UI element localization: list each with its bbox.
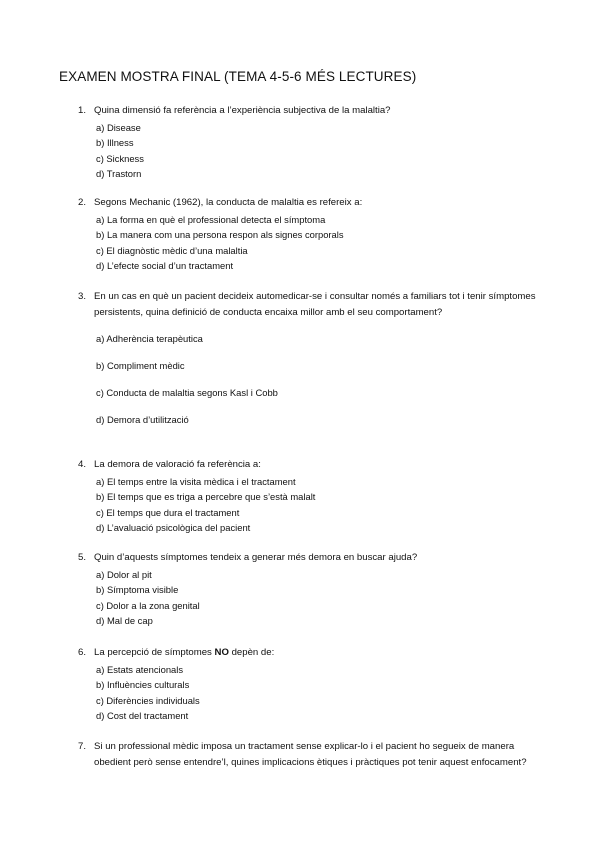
option-list: [96, 332, 548, 428]
question-number: 6.: [78, 647, 87, 658]
option-c: c) Diferències individuals: [96, 694, 200, 706]
option-a: a) Dolor al pit: [96, 568, 152, 580]
option-d: d) L’efecte social d’un tractament: [96, 260, 234, 272]
question-text: Segons Mechanic (1962), la conducta de malaltia es refereix a:: [94, 197, 363, 208]
question-2: [78, 195, 548, 273]
option-a: a) Estats atencionals: [96, 663, 184, 675]
question-7: [78, 739, 548, 771]
option-list: [96, 567, 548, 629]
option-d: d) Trastorn: [96, 168, 142, 180]
question-5: [78, 550, 548, 628]
option-b: b) Compliment mèdic: [96, 359, 185, 371]
question-4: [78, 457, 548, 535]
option-list: [96, 474, 548, 536]
emphasis-no: NO: [214, 647, 229, 658]
question-number: 2.: [78, 197, 87, 208]
option-b: b) Illness: [96, 137, 134, 149]
question-6: [78, 645, 548, 723]
option-a: a) La forma en què el professional detecta el símptoma: [96, 213, 326, 225]
question-number: 5.: [78, 552, 87, 563]
option-d: d) Mal de cap: [96, 615, 153, 627]
option-c: c) El diagnòstic mèdic d’una malaltia: [96, 244, 248, 256]
question-text: Quina dimensió fa referència a l’experiència subjectiva de la malaltia?: [94, 105, 391, 116]
option-d: d) Cost del tractament: [96, 710, 189, 722]
question-number: 4.: [78, 459, 87, 470]
option-a: a) Adherència terapèutica: [96, 332, 203, 344]
question-text: Si un professional mèdic imposa un tractament sense explicar-lo i el pacient ho segueix de manera obedient però sense entendre’l, quines implicacions ètiques i pràctiques pot tenir aquest enfocament?: [94, 741, 527, 768]
option-b: b) La manera com una persona respon als signes corporals: [96, 229, 344, 241]
option-list: [96, 212, 548, 274]
option-c: c) Conducta de malaltia segons Kasl i Cobb: [96, 386, 278, 398]
option-c: c) Dolor a la zona genital: [96, 599, 200, 611]
question-number: 1.: [78, 105, 87, 116]
question-text-start: La percepció de símptomes: [94, 647, 215, 658]
option-b: b) El temps que es triga a percebre que s’està malalt: [96, 491, 316, 503]
option-b: b) Símptoma visible: [96, 584, 179, 596]
question-text: Quin d’aquests símptomes tendeix a generar més demora en buscar ajuda?: [94, 552, 418, 563]
question-text-end: depèn de:: [228, 647, 275, 658]
option-a: a) El temps entre la visita mèdica i el tractament: [96, 475, 296, 487]
option-d: d) L’avaluació psicològica del pacient: [96, 522, 251, 534]
option-list: [96, 662, 548, 724]
exam-title: EXAMEN MOSTRA FINAL (TEMA 4-5-6 MÉS LECTURES): [59, 69, 417, 84]
question-3: [78, 289, 548, 440]
question-number: 3.: [78, 291, 87, 302]
question-number: 7.: [78, 741, 87, 752]
option-a: a) Disease: [96, 121, 141, 133]
option-c: c) El temps que dura el tractament: [96, 506, 240, 518]
question-text: La demora de valoració fa referència a:: [94, 459, 261, 470]
option-b: b) Influències culturals: [96, 679, 190, 691]
question-text: En un cas en què un pacient decideix automedicar-se i consultar només a familiars tot i tenir símptomes persistents, quina definició de conducta encaixa millor amb el seu comportament?: [94, 291, 536, 318]
option-d: d) Demora d’utilització: [96, 414, 189, 426]
option-list: [96, 120, 548, 182]
option-c: c) Sickness: [96, 152, 144, 164]
question-text: [94, 645, 548, 661]
question-1: [78, 103, 548, 181]
